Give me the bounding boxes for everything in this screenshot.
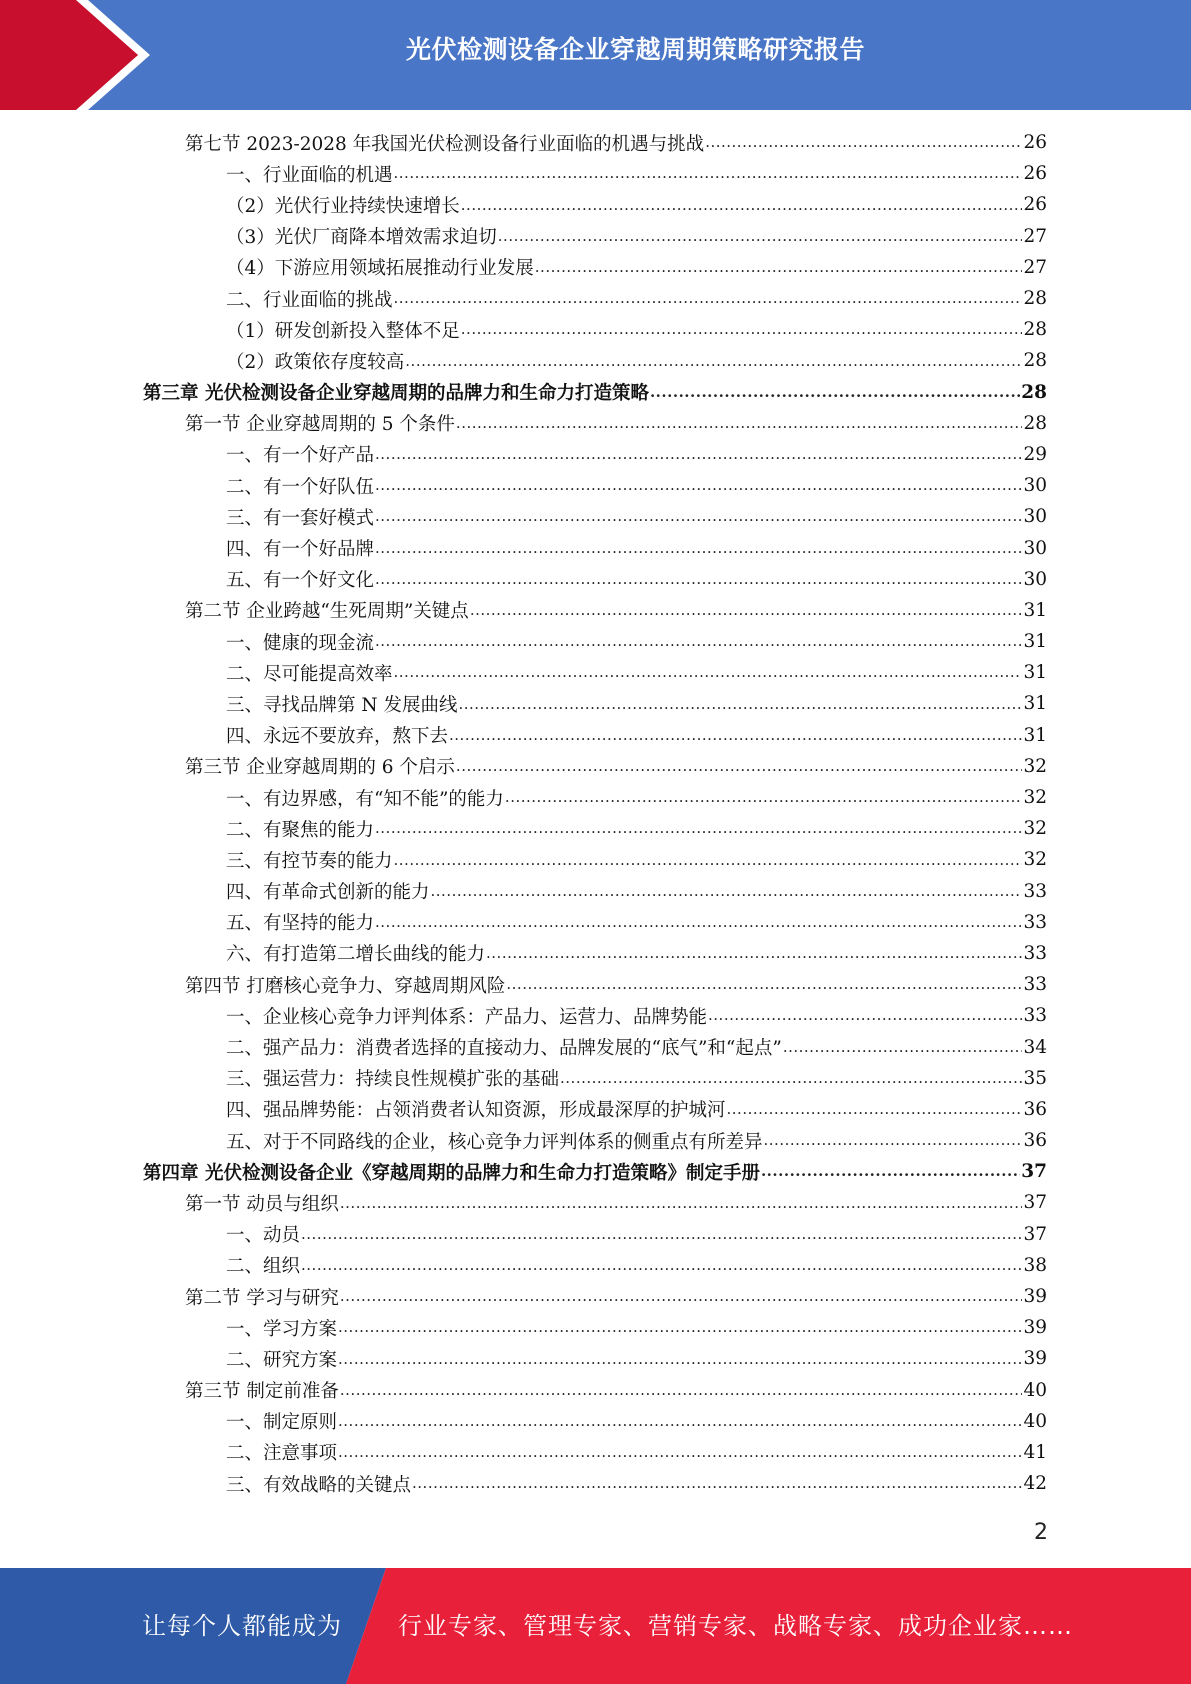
toc-entry-page: 32 <box>1023 787 1047 809</box>
toc-dot-leader <box>560 1071 1022 1094</box>
toc-entry-page: 33 <box>1023 942 1047 964</box>
toc-entry-page: 28 <box>1023 350 1047 372</box>
toc-subsection-entry[interactable] <box>0 314 1047 345</box>
toc-entry-page: 39 <box>1023 1348 1047 1370</box>
toc-entry-page: 37 <box>1023 1192 1047 1214</box>
toc-dot-leader <box>783 1040 1023 1063</box>
toc-entry-label: 四、强品牌势能：占领消费者认知资源，形成最深厚的护城河 <box>226 1100 726 1122</box>
toc-entry-label: 二、有聚焦的能力 <box>226 819 375 841</box>
toc-subsection-entry[interactable] <box>0 345 1047 376</box>
toc-entry-page: 40 <box>1023 1410 1047 1432</box>
toc-subsection-entry[interactable] <box>0 1312 1047 1343</box>
toc-entry-label: 二、注意事项 <box>226 1443 338 1465</box>
toc-subsection-entry[interactable] <box>0 189 1047 220</box>
toc-entry-page: 29 <box>1023 443 1047 465</box>
toc-entry-page: 34 <box>1023 1036 1047 1058</box>
toc-entry-label: （3）光伏厂商降本增效需求迫切 <box>226 227 497 249</box>
toc-dot-leader <box>301 1258 1022 1281</box>
toc-dot-leader <box>375 915 1022 938</box>
toc-subsection-entry[interactable] <box>0 439 1047 470</box>
toc-chapter-entry[interactable] <box>0 377 1047 408</box>
toc-subsection-entry[interactable] <box>0 1031 1047 1062</box>
toc-entry-label: 三、有控节奏的能力 <box>226 850 393 872</box>
toc-entry-label: 三、有效战略的关键点 <box>226 1474 412 1496</box>
toc-entry-page: 26 <box>1023 132 1047 154</box>
toc-entry-page: 30 <box>1023 568 1047 590</box>
toc-dot-leader <box>456 416 1023 439</box>
toc-subsection-entry[interactable] <box>0 938 1047 969</box>
toc-section-entry[interactable] <box>0 969 1047 1000</box>
toc-dot-leader <box>394 166 1023 189</box>
toc-dot-leader <box>506 977 1022 1000</box>
toc-entry-page: 41 <box>1023 1441 1047 1463</box>
toc-entry-label: 第三节 企业穿越周期的 6 个启示 <box>185 757 455 779</box>
toc-entry-page: 28 <box>1023 288 1047 310</box>
toc-entry-label: 二、有一个好队伍 <box>226 476 375 498</box>
toc-dot-leader <box>456 759 1023 782</box>
toc-dot-leader <box>338 1352 1022 1375</box>
toc-dot-leader <box>764 1133 1023 1156</box>
toc-entry-label: （1）研发创新投入整体不足 <box>226 320 460 342</box>
toc-subsection-entry[interactable] <box>0 1000 1047 1031</box>
toc-entry-page: 36 <box>1023 1130 1047 1152</box>
toc-entry-label: 五、对于不同路线的企业，核心竞争力评判体系的侧重点有所差异 <box>226 1131 763 1153</box>
toc-entry-label: 四、有一个好品牌 <box>226 539 375 561</box>
toc-section-entry[interactable] <box>0 127 1047 158</box>
toc-entry-label: （2）光伏行业持续快速增长 <box>226 195 460 217</box>
toc-subsection-entry[interactable] <box>0 158 1047 189</box>
toc-entry-page: 42 <box>1023 1473 1047 1495</box>
toc-entry-page: 37 <box>1023 1223 1047 1245</box>
toc-subsection-entry[interactable] <box>0 564 1047 595</box>
toc-entry-label: 五、有坚持的能力 <box>226 913 375 935</box>
footer-slogan-left: 让每个人都能成为 <box>142 1612 342 1640</box>
toc-entry-label: 二、研究方案 <box>226 1349 338 1371</box>
toc-entry-page: 33 <box>1023 1005 1047 1027</box>
toc-subsection-entry[interactable] <box>0 782 1047 813</box>
toc-entry-label: 一、学习方案 <box>226 1318 338 1340</box>
toc-dot-leader <box>405 354 1022 377</box>
toc-dot-leader <box>461 198 1023 221</box>
toc-entry-label: 一、健康的现金流 <box>226 632 375 654</box>
toc-entry-page: 40 <box>1023 1379 1047 1401</box>
toc-entry-label: 二、行业面临的挑战 <box>226 289 393 311</box>
toc-entry-page: 30 <box>1023 506 1047 528</box>
toc-dot-leader <box>761 1164 1020 1187</box>
toc-entry-page: 31 <box>1023 662 1047 684</box>
report-header <box>0 0 1191 110</box>
toc-dot-leader <box>375 634 1022 657</box>
toc-entry-page: 33 <box>1023 880 1047 902</box>
toc-dot-leader <box>470 603 1023 626</box>
toc-entry-label: 第四节 打磨核心竞争力、穿越周期风险 <box>185 975 506 997</box>
toc-dot-leader <box>486 946 1022 969</box>
toc-section-entry[interactable] <box>0 1187 1047 1218</box>
toc-subsection-entry[interactable] <box>0 1343 1047 1374</box>
toc-subsection-entry[interactable] <box>0 813 1047 844</box>
toc-dot-leader <box>650 385 1020 408</box>
toc-entry-label: 第四章 光伏检测设备企业《穿越周期的品牌力和生命力打造策略》制定手册 <box>143 1162 760 1184</box>
toc-dot-leader <box>338 1320 1022 1343</box>
toc-entry-label: 三、寻找品牌第 N 发展曲线 <box>226 694 458 716</box>
toc-subsection-entry[interactable] <box>0 688 1047 719</box>
toc-entry-page: 33 <box>1023 974 1047 996</box>
toc-dot-leader <box>375 509 1022 532</box>
toc-subsection-entry[interactable] <box>0 1219 1047 1250</box>
toc-dot-leader <box>375 541 1022 564</box>
toc-subsection-entry[interactable] <box>0 501 1047 532</box>
toc-entry-page: 28 <box>1023 319 1047 341</box>
toc-dot-leader <box>461 322 1023 345</box>
toc-section-entry[interactable] <box>0 595 1047 626</box>
toc-entry-page: 36 <box>1023 1098 1047 1120</box>
toc-entry-page: 37 <box>1021 1161 1047 1183</box>
toc-dot-leader <box>458 697 1022 720</box>
toc-dot-leader <box>394 853 1023 876</box>
toc-dot-leader <box>301 1227 1022 1250</box>
toc-subsection-entry[interactable] <box>0 532 1047 563</box>
toc-subsection-entry[interactable] <box>0 470 1047 501</box>
toc-entry-label: 第一节 动员与组织 <box>185 1193 339 1215</box>
toc-entry-page: 30 <box>1023 537 1047 559</box>
toc-entry-page: 31 <box>1023 693 1047 715</box>
toc-entry-label: 第二节 学习与研究 <box>185 1287 339 1309</box>
toc-entry-page: 33 <box>1023 911 1047 933</box>
toc-dot-leader <box>375 478 1022 501</box>
toc-entry-page: 32 <box>1023 849 1047 871</box>
toc-section-entry[interactable] <box>0 751 1047 782</box>
toc-subsection-entry[interactable] <box>0 1125 1047 1156</box>
toc-dot-leader <box>375 821 1022 844</box>
toc-subsection-entry[interactable] <box>0 1094 1047 1125</box>
toc-entry-page: 27 <box>1023 225 1047 247</box>
toc-subsection-entry[interactable] <box>0 1437 1047 1468</box>
toc-entry-label: 五、有一个好文化 <box>226 570 375 592</box>
toc-dot-leader <box>505 790 1023 813</box>
toc-entry-label: 一、动员 <box>226 1225 301 1247</box>
toc-entry-label: 一、制定原则 <box>226 1412 338 1434</box>
toc-subsection-entry[interactable] <box>0 844 1047 875</box>
toc-entry-label: 四、永远不要放弃，熬下去 <box>226 726 449 748</box>
toc-entry-page: 39 <box>1023 1317 1047 1339</box>
toc-entry-page: 27 <box>1023 256 1047 278</box>
toc-entry-label: 一、行业面临的机遇 <box>226 164 393 186</box>
toc-section-entry[interactable] <box>0 1375 1047 1406</box>
toc-entry-page: 31 <box>1023 724 1047 746</box>
toc-dot-leader <box>412 1476 1022 1499</box>
toc-entry-page: 38 <box>1023 1254 1047 1276</box>
toc-entry-label: 三、强运营力：持续良性规模扩张的基础 <box>226 1069 560 1091</box>
toc-subsection-entry[interactable] <box>0 657 1047 688</box>
table-of-contents <box>0 127 1191 1499</box>
toc-entry-label: 四、有革命式创新的能力 <box>226 882 430 904</box>
toc-dot-leader <box>705 135 1022 158</box>
toc-entry-label: 二、尽可能提高效率 <box>226 663 393 685</box>
toc-dot-leader <box>449 728 1022 751</box>
toc-dot-leader <box>431 884 1023 907</box>
toc-dot-leader <box>338 1445 1022 1468</box>
toc-entry-page: 32 <box>1023 755 1047 777</box>
toc-subsection-entry[interactable] <box>0 876 1047 907</box>
toc-dot-leader <box>375 447 1022 470</box>
toc-chapter-entry[interactable] <box>0 1156 1047 1187</box>
toc-subsection-entry[interactable] <box>0 626 1047 657</box>
toc-entry-page: 39 <box>1023 1286 1047 1308</box>
toc-entry-label: （4）下游应用领域拓展推动行业发展 <box>226 258 534 280</box>
report-footer <box>0 1568 1191 1684</box>
toc-dot-leader <box>340 1383 1023 1406</box>
toc-dot-leader <box>394 665 1023 688</box>
toc-subsection-entry[interactable] <box>0 720 1047 751</box>
page-number: 2 <box>1034 1520 1048 1545</box>
toc-entry-page: 26 <box>1023 194 1047 216</box>
toc-subsection-entry[interactable] <box>0 1250 1047 1281</box>
toc-entry-page: 28 <box>1021 381 1047 403</box>
toc-section-entry[interactable] <box>0 408 1047 439</box>
toc-subsection-entry[interactable] <box>0 907 1047 938</box>
toc-entry-page: 28 <box>1023 412 1047 434</box>
toc-section-entry[interactable] <box>0 1281 1047 1312</box>
toc-subsection-entry[interactable] <box>0 221 1047 252</box>
toc-entry-page: 31 <box>1023 631 1047 653</box>
toc-entry-label: 二、强产品力：消费者选择的直接动力、品牌发展的“底气”和“起点” <box>226 1038 782 1060</box>
toc-entry-label: 二、组织 <box>226 1256 301 1278</box>
toc-entry-label: 第一节 企业穿越周期的 5 个条件 <box>185 414 455 436</box>
toc-entry-label: 一、有边界感，有“知不能”的能力 <box>226 788 504 810</box>
toc-subsection-entry[interactable] <box>0 283 1047 314</box>
toc-subsection-entry[interactable] <box>0 1468 1047 1499</box>
toc-entry-label: 第七节 2023-2028 年我国光伏检测设备行业面临的机遇与挑战 <box>185 133 705 155</box>
toc-entry-page: 30 <box>1023 475 1047 497</box>
toc-subsection-entry[interactable] <box>0 252 1047 283</box>
toc-entry-label: 一、有一个好产品 <box>226 445 375 467</box>
toc-dot-leader <box>535 260 1023 283</box>
toc-entry-label: 一、企业核心竞争力评判体系：产品力、运营力、品牌势能 <box>226 1006 708 1028</box>
toc-entry-page: 32 <box>1023 818 1047 840</box>
toc-subsection-entry[interactable] <box>0 1406 1047 1437</box>
toc-entry-page: 26 <box>1023 163 1047 185</box>
toc-dot-leader <box>338 1414 1022 1437</box>
toc-dot-leader <box>394 291 1023 314</box>
toc-entry-page: 31 <box>1023 599 1047 621</box>
toc-entry-label: 三、有一套好模式 <box>226 507 375 529</box>
toc-subsection-entry[interactable] <box>0 1063 1047 1094</box>
toc-entry-page: 35 <box>1023 1067 1047 1089</box>
toc-dot-leader <box>375 572 1022 595</box>
toc-entry-label: 六、有打造第二增长曲线的能力 <box>226 944 486 966</box>
toc-dot-leader <box>340 1196 1023 1219</box>
toc-dot-leader <box>727 1102 1023 1125</box>
toc-entry-label: 第二节 企业跨越“生死周期”关键点 <box>185 601 469 623</box>
footer-slogan-right: 行业专家、管理专家、营销专家、战略专家、成功企业家…… <box>398 1612 1073 1640</box>
toc-entry-label: 第三章 光伏检测设备企业穿越周期的品牌力和生命力打造策略 <box>143 383 649 405</box>
toc-dot-leader <box>340 1289 1023 1312</box>
toc-entry-label: （2）政策依存度较高 <box>226 351 405 373</box>
toc-dot-leader <box>498 229 1023 252</box>
toc-dot-leader <box>708 1008 1022 1031</box>
report-title: 光伏检测设备企业穿越周期策略研究报告 <box>405 35 865 64</box>
toc-entry-label: 第三节 制定前准备 <box>185 1381 339 1403</box>
